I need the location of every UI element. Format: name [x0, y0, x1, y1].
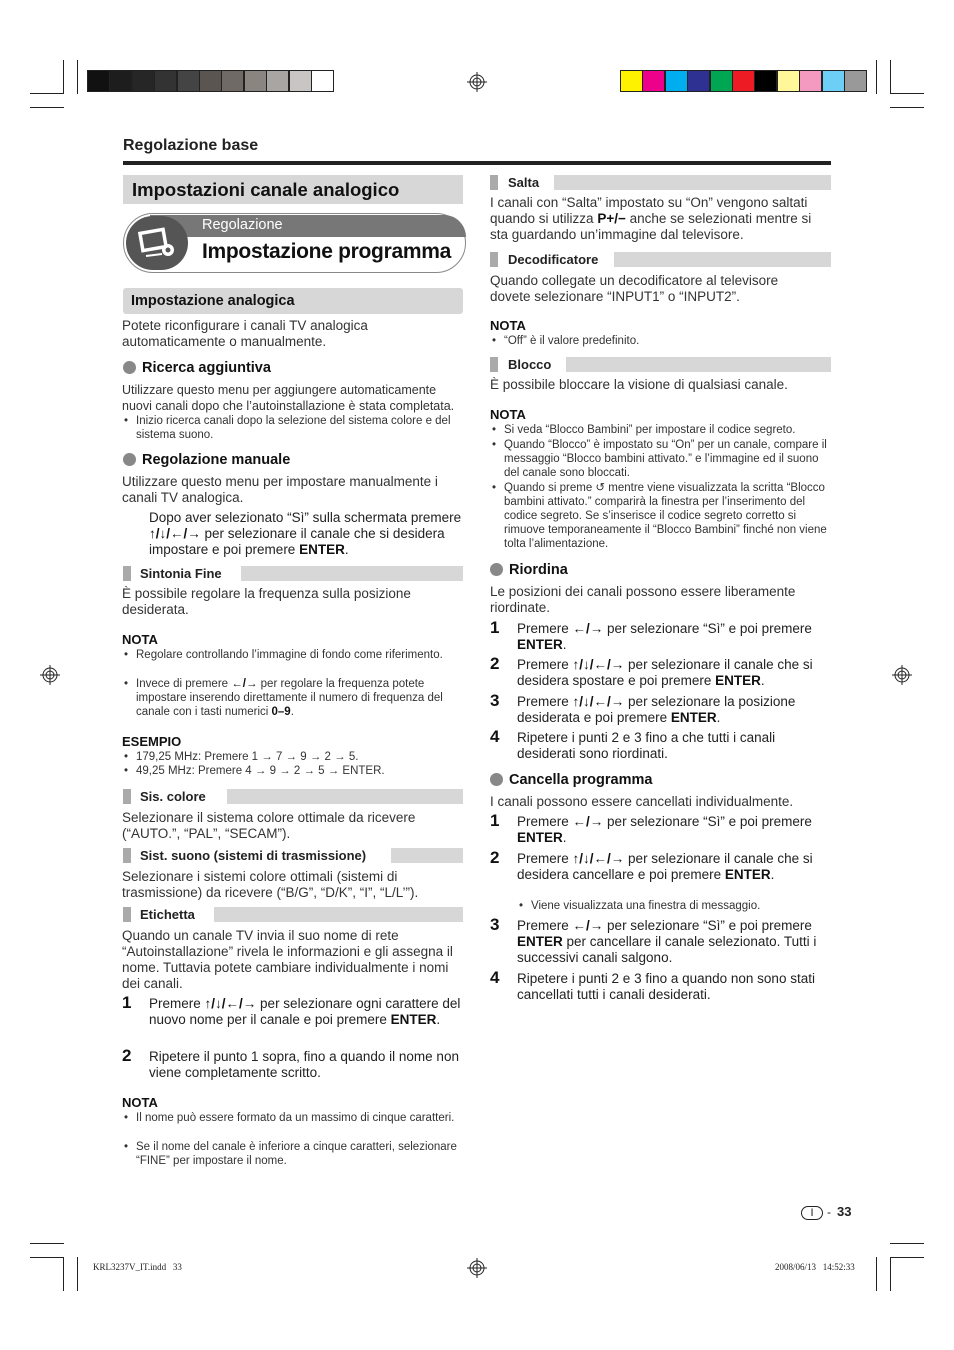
color-swatch [289, 70, 312, 92]
crop-mark [30, 93, 64, 94]
color-swatch [199, 70, 222, 92]
date-info: 2008/06/13 14:52:33 [775, 1262, 855, 1272]
crop-mark [63, 60, 64, 94]
subhead-marker [123, 789, 131, 804]
banner-category: Regolazione [202, 217, 283, 233]
crop-mark [63, 1257, 64, 1291]
bullet-dot-icon [123, 453, 136, 466]
step-number: 3 [490, 915, 500, 934]
subhead-marker [490, 252, 498, 267]
color-swatch [132, 70, 155, 92]
subhead-marker [490, 357, 498, 372]
manuale-text: Utilizzare questo menu per impostare manualmente i canali TV analogica. [122, 474, 438, 505]
color-swatch [244, 70, 267, 92]
crop-mark [890, 107, 924, 108]
subhead-bar [614, 252, 831, 267]
crop-mark [890, 1257, 924, 1258]
decod-heading: Decodificatore [503, 252, 603, 267]
ricerca-bullet: • Inizio ricerca canali dopo la selezione del sistema colore e del sistema suono. [122, 414, 462, 442]
subhead-bar [241, 566, 463, 581]
banner-category-bar [150, 215, 466, 237]
nota-heading: NOTA [490, 407, 526, 422]
registration-mark-icon [467, 1258, 487, 1278]
color-swatch [154, 70, 177, 92]
nota-bullet: • Regolare controllando l’immagine di fondo come riferimento. [122, 648, 462, 662]
color-swatch [177, 70, 200, 92]
color-swatch [710, 70, 733, 92]
riordina-step-1: Premere ←/→ per selezionare “Sì” e poi premere ENTER. [517, 621, 812, 652]
color-swatch [822, 70, 845, 92]
color-swatch [799, 70, 822, 92]
manuale-heading: Regolazione manuale [123, 452, 290, 468]
sub-bar-label: Impostazione analogica [131, 293, 295, 309]
nota-bullet: • Il nome può essere formato da un massimo di cinque caratteri. [122, 1111, 462, 1125]
siscolore-heading: Sis. colore [135, 789, 211, 804]
ricerca-text: Utilizzare questo menu per aggiungere automaticamente nuovi canali dopo che l’autoinstallazione è stata completata. [122, 383, 455, 413]
subhead-marker [490, 175, 498, 190]
bullet-dot-icon [490, 563, 503, 576]
crop-mark [876, 60, 877, 94]
color-swatch [266, 70, 289, 92]
registration-mark-icon [40, 665, 60, 685]
subhead-bar [566, 357, 831, 372]
blocco-heading: Blocco [503, 357, 556, 372]
intro-text: Potete riconfigurare i canali TV analogica automaticamente o manualmente. [122, 318, 368, 349]
crop-mark [30, 1243, 64, 1244]
riordina-step-4: Ripetere i punti 2 e 3 fino a che tutti i canali desiderati sono riordinati. [517, 730, 776, 761]
nota-heading: NOTA [490, 318, 526, 333]
page-number: 33 [837, 1204, 852, 1219]
nota-bullet: • Quando si preme ↺ mentre viene visualizzata la scritta “Blocco bambini attivato.” comparirà la finestra per l’inserimento del codice segreto. Se s’inserisce il codice segreto corretto si rimuove temporaneamente il “Blocco Bambini” finché non viene tolta l’alimentazione. [490, 481, 834, 551]
color-swatch [109, 70, 132, 92]
riordina-heading: Riordina [490, 562, 568, 578]
crop-mark [890, 93, 924, 94]
cancella-step-4: Ripetere i punti 2 e 3 fino a quando non sono stati cancellati tutti i canali desiderati. [517, 971, 815, 1002]
sintonia-heading: Sintonia Fine [135, 566, 227, 581]
page-dash: - [827, 1205, 831, 1219]
esempio-bullet: • 179,25 MHz: Premere 1 → 7 → 9 → 2 → 5. [122, 750, 462, 764]
sintonia-text: È possibile regolare la frequenza sulla posizione desiderata. [122, 586, 411, 617]
subhead-bar [391, 848, 463, 863]
bullet-dot-icon [490, 773, 503, 786]
subhead-marker [123, 566, 131, 581]
cancella-step-3: Premere ←/→ per selezionare “Sì” e poi premere ENTER per cancellare il canale selezionato. Tutti i successivi canali salgono. [517, 918, 817, 965]
esempio-heading: ESEMPIO [122, 734, 182, 749]
subhead-marker [123, 848, 131, 863]
step-number: 2 [490, 848, 500, 867]
step-number: 1 [490, 618, 500, 637]
arrows-keys-icon: ↑/↓/←/→ [149, 526, 201, 541]
plus-minus-icon: +/− [606, 211, 626, 226]
step-number: 2 [122, 1046, 132, 1065]
color-swatch [844, 70, 867, 92]
subhead-bar [227, 789, 463, 804]
color-swatch [642, 70, 665, 92]
subhead-bar [554, 175, 831, 190]
crop-mark [30, 1257, 64, 1258]
nota-bullet: • Invece di premere ←/→ per regolare la frequenza potete impostare inserendo direttamente il numero di frequenza del canale con i tasti numerici 0–9. [122, 677, 462, 719]
crop-mark [77, 60, 78, 94]
nota-heading: NOTA [122, 1095, 158, 1110]
color-swatch [777, 70, 800, 92]
sistsuono-text: Selezionare i sistemi colore ottimali (sistemi di trasmissione) da ricevere (“B/G”, “D/K”, “I”, “L/L’”). [122, 869, 419, 900]
crop-mark [30, 107, 64, 108]
header-rule [123, 161, 831, 165]
sistsuono-heading: Sist. suono (sistemi di trasmissione) [135, 848, 371, 863]
salta-text: I canali con “Salta” impostato su “On” vengono saltati quando si utilizza P+/− anche se selezionati mentre si sta guardando un’immagine dal televisore. [490, 195, 812, 242]
crop-mark [890, 1257, 891, 1291]
color-swatch [221, 70, 244, 92]
nota-bullet: • “Off” è il valore predefinito. [490, 334, 830, 348]
etichetta-step-2: Ripetere il punto 1 sopra, fino a quando il nome non viene completamente scritto. [149, 1049, 459, 1080]
color-swatch [311, 70, 334, 92]
blocco-text: È possibile bloccare la visione di qualsiasi canale. [490, 377, 788, 392]
step-number: 4 [490, 727, 500, 746]
salta-heading: Salta [503, 175, 544, 190]
ricerca-heading: Ricerca aggiuntiva [123, 360, 271, 376]
subhead-marker [123, 907, 131, 922]
crop-mark [890, 1243, 924, 1244]
step-number: 2 [490, 654, 500, 673]
esempio-bullet: • 49,25 MHz: Premere 4 → 9 → 2 → 5 → ENTER. [122, 764, 462, 778]
nota-heading: NOTA [122, 632, 158, 647]
registration-mark-icon [892, 665, 912, 685]
color-swatch [687, 70, 710, 92]
cancella-step-1: Premere ←/→ per selezionare “Sì” e poi premere ENTER. [517, 814, 812, 845]
cancella-step-2: Premere ↑/↓/←/→ per selezionare il canale che si desidera cancellare e poi premere ENTER. [517, 851, 813, 882]
color-swatch [665, 70, 688, 92]
banner-title: Impostazione programma [202, 240, 451, 263]
nota-bullet: • Si veda “Blocco Bambini” per impostare il codice segreto. [490, 423, 834, 437]
bullet-dot-icon [123, 361, 136, 374]
file-info: KRL3237V_IT.indd 33 [93, 1262, 182, 1272]
registration-mark-icon [467, 72, 487, 92]
etichetta-step-1: Premere ↑/↓/←/→ per selezionare ogni carattere del nuovo nome per il canale e poi premere ENTER. [149, 996, 461, 1027]
nota-bullet: • Se il nome del canale è inferiore a cinque caratteri, selezionare “FINE” per impostare il nome. [122, 1140, 462, 1168]
decod-text: Quando collegate un decodificatore al televisore dovete selezionare “INPUT1” o “INPUT2”. [490, 273, 779, 304]
riordina-text: Le posizioni dei canali possono essere liberamente riordinate. [490, 584, 796, 615]
tv-settings-icon [134, 224, 180, 262]
cancella-step-2-note: • Viene visualizzata una finestra di messaggio. [517, 899, 831, 913]
riordina-step-3: Premere ↑/↓/←/→ per selezionare la posizione desiderata e poi premere ENTER. [517, 694, 796, 725]
step-number: 3 [490, 691, 500, 710]
step-number: 1 [490, 811, 500, 830]
subhead-bar [214, 907, 463, 922]
return-icon: ↺ [595, 482, 606, 494]
step-number: 4 [490, 968, 500, 987]
color-swatch [732, 70, 755, 92]
crop-mark [77, 1257, 78, 1291]
color-swatch [87, 70, 110, 92]
color-swatch [754, 70, 777, 92]
title-bar-label: Impostazioni canale analogico [132, 179, 400, 200]
siscolore-text: Selezionare il sistema colore ottimale da ricevere (“AUTO.”, “PAL”, “SECAM”). [122, 810, 416, 841]
section-title: Regolazione base [123, 137, 259, 154]
crop-mark [890, 60, 891, 94]
step-number: 1 [122, 993, 132, 1012]
cancella-heading: Cancella programma [490, 772, 652, 788]
crop-mark [876, 1257, 877, 1291]
language-badge: I [801, 1206, 823, 1220]
cancella-text: I canali possono essere cancellati individualmente. [490, 794, 794, 809]
nota-bullet: • Quando “Blocco” è impostato su “On” per un canale, compare il messaggio “Blocco bambini attivato.” e l’immagine ed il suono del canale sono bloccati. [490, 438, 834, 480]
riordina-step-2: Premere ↑/↓/←/→ per selezionare il canale che si desidera spostare e poi premere ENTER. [517, 657, 813, 688]
color-swatch [620, 70, 643, 92]
etichetta-heading: Etichetta [135, 907, 200, 922]
etichetta-text: Quando un canale TV invia il suo nome di rete “Autoinstallazione” rivela le informazioni e gli assegna il nome. Tuttavia potete cambiare individualmente i nomi dei canali. [122, 928, 453, 991]
manuale-step: Dopo aver selezionato “Sì” sulla schermata premere ↑/↓/←/→ per selezionare il canale che si desidera impostare e poi premere ENTER. [149, 510, 462, 557]
